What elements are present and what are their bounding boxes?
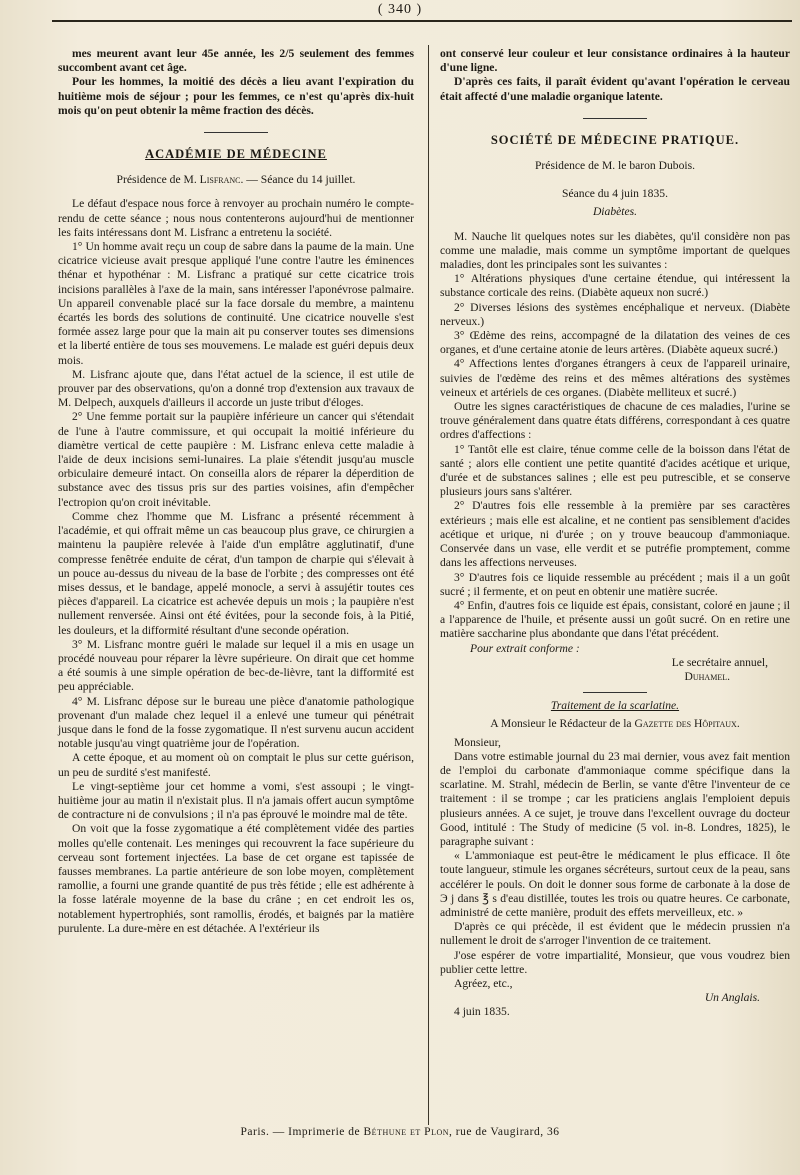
recipient-suffix: . bbox=[736, 717, 740, 731]
diabetes-paragraph: M. Nauche lit quelques notes sur les diabètes, qu'il considère non pas comme une maladie, mais comme un symptôme important de quelques maladies, dont les principales sont les suivantes : bbox=[440, 229, 790, 272]
article-paragraph: Comme chez l'homme que M. Lisfranc a présenté récemment à l'académie, et qui offrait même un cas beaucoup plus grave, ce chirurgien a maintenu la paupière relevée à l'aide d'un emplâtre agglutinatif, d'une compresse fenêtrée enduite de cérat, d'un tampon de charpie qui s'élevait à un pouce au-dessus du niveau de la base de l'orbite ; des compresses ont été mises dessus, et le bandage, appelé monocle, a servi à assujétir toutes ces pièces d'appareil. La cicatrice est achevée depuis un mois ; la paupière n'est nullement renversée. Ainsi ont été évitées, pour la seconde fois, à la Pitié, les douleurs, et la difformité résultant d'une seconde opération. bbox=[58, 509, 414, 637]
diabetes-paragraph: 1° Tantôt elle est claire, ténue comme celle de la boisson dans l'état de santé ; alors elle contient une petite quantité d'acides acétique et urique, d'urée et de substances salines ; elle est peu putrescible, et se conserve plusieurs jours sans s'altérer. bbox=[440, 442, 790, 499]
societe-presidence: Présidence de M. le baron Dubois. bbox=[534, 159, 696, 173]
extract-conforme: Pour extrait conforme : bbox=[470, 641, 580, 655]
printer-footer bbox=[0, 1126, 800, 1138]
journal-name: Gazette des Hôpitaux bbox=[634, 717, 737, 731]
diabetes-paragraph: 3° Œdème des reins, accompagné de la dilatation des veines de ces organes, et d'une certaine atonie de leurs artères. (Diabète aqueux sucré.) bbox=[440, 329, 790, 357]
page-number: ( 340 ) bbox=[377, 2, 423, 17]
diabetes-paragraph: 3° D'autres fois ce liquide ressemble au précédent ; mais il a un goût sucré ; il fermente, et on peut en obtenir une matière sucrée. bbox=[440, 570, 790, 598]
footer-prefix: Paris. — Imprimerie de bbox=[240, 1126, 361, 1138]
presidence-suffix: . — Séance du 14 juillet. bbox=[240, 173, 356, 187]
letter-salutation: Monsieur, bbox=[454, 735, 501, 749]
letter-paragraph: D'après ce qui précède, il est évident que le médecin prussien n'a nullement le droit de s'arroger l'invention de ce traitement. bbox=[440, 920, 790, 948]
scarlatine-title: Traitement de la scarlatine. bbox=[550, 699, 680, 713]
letter-paragraph: Dans votre estimable journal du 23 mai dernier, vous avez fait mention de l'emploi du carbonate d'ammoniaque comme spécifique dans la scarlatine. M. Strahl, médecin de Berlin, se vante d'être l'inventeur de ce traitement : il se trompe ; car les praticiens anglais l'emploient depuis plusieurs années. A ce sujet, je trouve dans l'excellent ouvrage du docteur Good, intitulé : The Study of medicine (5 vol. in-8. Londres, 1825), le paragraphe suivant : bbox=[440, 749, 790, 848]
diabetes-paragraph: 4° Affections lentes d'organes étrangers à ceux de l'appareil urinaire, suivies de l'œdème des reins et des mêmes altérations des systèmes veineux et artériels de ces organes. (Diabète melliteux et sucré.) bbox=[440, 357, 790, 399]
presidence-prefix: Présidence de M. bbox=[116, 173, 197, 187]
diabetes-paragraph: 1° Altérations physiques d'une certaine étendue, qui intéressent la substance corticale des reins. (Diabète aqueux non sucré.) bbox=[440, 272, 790, 300]
president-name: Lisfranc bbox=[199, 173, 241, 187]
academie-heading: ACADÉMIE DE MÉDECINE bbox=[145, 147, 327, 162]
societe-seance: Séance du 4 juin 1835. bbox=[562, 187, 668, 201]
diabetes-subtitle: Diabètes. bbox=[592, 205, 638, 219]
section-separator bbox=[583, 692, 647, 693]
letter-recipient bbox=[440, 717, 790, 731]
letter-paragraph: « L'ammoniaque est peut-être le médicament le plus efficace. Il ôte toute langueur, stimule les organes sécréteurs, surtout ceux de la peau, sans accélérer le pouls. On doit le donner sous forme de carbonate à la dose de Э j dans ℥ s d'eau distillée, toutes les trois ou quatre heures. Ce carbonate, administré de cette manière, produit des effets merveilleux, etc. » bbox=[440, 849, 790, 919]
intro-paragraph-1: mes meurent avant leur 45e année, les 2/5 seulement des femmes succombent avant cet âge. bbox=[58, 47, 414, 75]
diabetes-paragraph: 2° Diverses lésions des systèmes encéphalique et nerveux. (Diabète nerveux.) bbox=[440, 300, 790, 328]
intro-paragraph-2: Pour les hommes, la moitié des décès a lieu avant l'expiration du huitième mois de séjour ; pour les femmes, ce n'est qu'après dix-huit mois qu'on peut obtenir la même fraction des décès. bbox=[58, 75, 414, 117]
societe-heading: SOCIÉTÉ DE MÉDECINE PRATIQUE. bbox=[490, 132, 740, 147]
column-divider bbox=[428, 45, 429, 1125]
academie-presidence bbox=[58, 173, 414, 187]
header-rule bbox=[52, 20, 792, 22]
printer-name: Béthune et Plon bbox=[363, 1126, 450, 1138]
article-paragraph: M. Lisfranc ajoute que, dans l'état actuel de la science, il est utile de prouver par des observations, qu'on a donné trop d'extension aux travaux de M. Delpech, auxquels d'ailleurs il accorde un juste tribut d'éloges. bbox=[58, 367, 414, 410]
letter-paragraph: J'ose espérer de votre impartialité, Monsieur, que vous voudrez bien publier cette lettre. bbox=[440, 948, 790, 976]
article-paragraph: On voit que la fosse zygomatique a été complètement vidée des parties molles qu'elle contenait. Les meninges qui recouvrent la face supérieure du cerveau sont fortement injectées. La base de cet organe est tapissée de fausses membranes. La partie antérieure de son lobe moyen, complètement ramollie, a fourni une grande quantité de pus très fétide ; elle est adhérente à la fosse latérale moyenne de la base du crâne ; en cet endroit les os, notablement hypertrophiés, sont ramollis, érodés, et baignés par la matière purulente. La dure-mère en est détachée. A l'extérieur ils bbox=[58, 822, 414, 935]
footer-suffix: , rue de Vaugirard, 36 bbox=[449, 1126, 560, 1138]
secretary-name: Duhamel. bbox=[684, 669, 730, 683]
diabetes-paragraph: 2° D'autres fois elle ressemble à la première par ses caractères extérieurs ; mais elle est alcaline, et ne contient pas sensiblement d'acides acétique et urique, ni d'urée ; on y trouve beaucoup d'ammoniaque. Conservée dans un vase, elle verdit et se putréfie promptement, comme dans les affections nerveuses. bbox=[440, 499, 790, 570]
secretary-line: Le secrétaire annuel, bbox=[671, 655, 768, 669]
article-paragraph: Le vingt-septième jour cet homme a vomi, s'est assoupi ; le vingt-huitième jour au matin il n'existait plus. Il n'a jamais offert aucun symptôme de contracture ni de convulsions ; il n'a pas éprouvé le moindre mal de tête. bbox=[58, 779, 414, 822]
right-column bbox=[440, 47, 790, 1020]
article-paragraph: 2° Une femme portait sur la paupière inférieure un cancer qui s'étendait de l'une à l'autre commissure, et qui occupait la moitié inférieure du diamètre vertical de cette paupière : M. Lisfranc enleva cette maladie à l'aide de deux incisions semi-lunaires. La plaie s'étendit jusqu'au muscle orbiculaire demeuré intact. On conseilla alors de réparer la déperdition de substance avec des tissus pris sur des parties voisines, afin d'empêcher l'ectropion qu'on croit inévitable. bbox=[58, 410, 414, 509]
article-paragraph: 1° Un homme avait reçu un coup de sabre dans la paume de la main. Une cicatrice vicieuse avait presque appliqué l'une contre l'autre les éminences thénar et hypothénar : M. Lisfranc a pratiqué sur cette cicatrice trois incisions parallèles à l'axe de la main, sans intéresser l'aponévrose palmaire. Un appareil convenable placé sur la face dorsale du membre, a maintenu écartés les bords des solutions de continuité. Une cicatrice nouvelle s'est formée assez large pour que la main ait pu conserver toutes ses dimensions et la liberté entière de tous ses mouvemens. Le malade est guéri depuis deux mois. bbox=[58, 240, 414, 367]
left-column bbox=[58, 47, 414, 936]
recipient-prefix: A Monsieur le Rédacteur de la bbox=[490, 717, 632, 731]
diabetes-paragraph: Outre les signes caractéristiques de chacune de ces maladies, l'urine se trouve généralement dans quatre états différens, correspondant à ces quatre ordres d'affections : bbox=[440, 400, 790, 442]
continued-paragraph: ont conservé leur couleur et leur consistance ordinaires à la hauteur d'une ligne. bbox=[440, 47, 790, 75]
letter-signature: Un Anglais. bbox=[704, 991, 760, 1005]
conclusion-paragraph: D'après ces faits, il paraît évident qu'avant l'opération le cerveau était affecté d'une maladie organique latente. bbox=[440, 75, 790, 103]
article-paragraph: 4° M. Lisfranc dépose sur le bureau une pièce d'anatomie pathologique provenant d'un malade chez lequel il a enlevé une tumeur qui pénétrait jusque dans le fond de la fosse zygomatique. Il n'est survenu aucun accident notable jusqu'au vingt quatrième jour de l'opération. bbox=[58, 694, 414, 751]
article-paragraph: 3° M. Lisfranc montre guéri le malade sur lequel il a mis en usage un procédé nouveau pour réparer la lèvre supérieure. On dirait que cet homme a été soumis à une simple opération de bec-de-lièvre, tant la difformité est peu appréciable. bbox=[58, 637, 414, 694]
article-paragraph: A cette époque, et au moment où on comptait le plus sur cette guérison, un peu de surdité s'est manifesté. bbox=[58, 751, 414, 779]
letter-date: 4 juin 1835. bbox=[454, 1005, 510, 1019]
section-separator bbox=[583, 118, 647, 119]
diabetes-paragraph: 4° Enfin, d'autres fois ce liquide est épais, consistant, coloré en jaune ; il a l'apparence de l'huile, et présente aussi un goût sucré. On en retire une matière saccharine plus abondante que dans l'état précédent. bbox=[440, 598, 790, 641]
article-paragraph: Le défaut d'espace nous force à renvoyer au prochain numéro le compte-rendu de cette séance ; nous nous contenterons aujourd'hui de mentionner les faits intéressans dont M. Lisfranc a entretenu la société. bbox=[58, 197, 414, 239]
letter-paragraph: Agréez, etc., bbox=[454, 976, 513, 990]
section-separator bbox=[204, 132, 268, 133]
